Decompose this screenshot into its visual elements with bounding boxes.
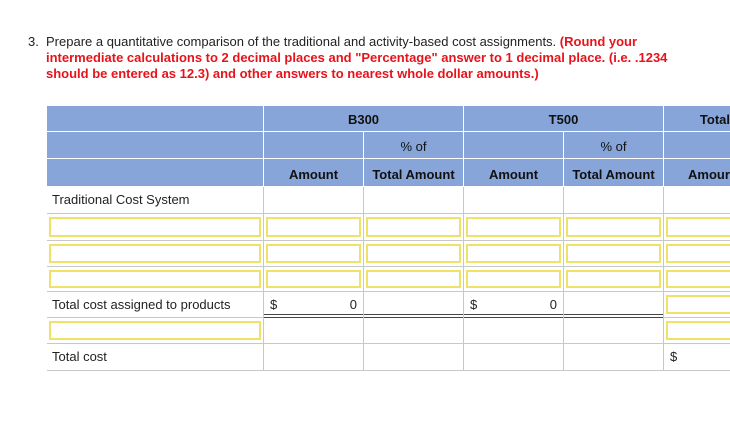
input-row-2-total-amount-field[interactable] — [666, 244, 730, 263]
input-row-3-label[interactable] — [47, 267, 264, 292]
total-cost-b300-pct — [364, 344, 464, 371]
total-assigned-b300-value: 0 — [349, 297, 357, 312]
double-underline-top — [264, 314, 363, 315]
input-row-1-t500-amount-field[interactable] — [466, 217, 561, 237]
double-underline-top — [464, 314, 563, 315]
row4-t500-pct — [564, 318, 664, 344]
total-assigned-b300-dollar: $ — [270, 297, 278, 312]
input-row-3-b300-amount-field[interactable] — [266, 270, 361, 288]
traditional-total-amount — [664, 187, 730, 214]
input-row-1-label[interactable] — [47, 214, 264, 241]
total-cost-dollar: $ — [670, 349, 678, 364]
header-t500-pct — [564, 159, 664, 187]
header-b300-pct — [364, 159, 464, 187]
header-t500-pct-line1: % of — [600, 139, 627, 154]
header-t500-label: T500 — [548, 112, 579, 127]
total-assigned-t500-value: 0 — [549, 297, 557, 312]
header-b300-pct-label: Total Amount — [372, 167, 455, 182]
input-row-4-total-amount[interactable] — [664, 318, 730, 344]
header-t500-amount — [464, 159, 564, 187]
header-b300-label: B300 — [347, 112, 380, 127]
question-number: 3. — [28, 34, 39, 49]
traditional-t500-pct — [564, 187, 664, 214]
input-row-2-total-amount[interactable] — [664, 241, 730, 267]
total-assigned-b300-amount — [264, 292, 364, 318]
total-assigned-t500-pct — [564, 292, 664, 318]
header-total-amount-label: Amour — [688, 167, 730, 182]
total-cost-t500-amount — [464, 344, 564, 371]
input-row-2-b300-amount[interactable] — [264, 241, 364, 267]
question — [28, 34, 688, 82]
row-total-cost-label — [47, 344, 264, 371]
input-row-3-t500-amount[interactable] — [464, 267, 564, 292]
total-assigned-b300-pct — [364, 292, 464, 318]
row4-b300-amount — [264, 318, 364, 344]
header-b300-amount-label: Amount — [288, 167, 339, 182]
input-row-1-total-amount[interactable] — [664, 214, 730, 241]
input-row-3-b300-pct-field[interactable] — [366, 270, 461, 288]
double-underline-top — [364, 314, 463, 315]
traditional-b300-pct — [364, 187, 464, 214]
row-traditional-label — [47, 187, 264, 214]
total-cost-b300-amount — [264, 344, 364, 371]
header-b300 — [264, 106, 464, 132]
input-row-2-t500-amount-field[interactable] — [466, 244, 561, 263]
input-row-3-b300-pct[interactable] — [364, 267, 464, 292]
input-row-3-label-field[interactable] — [49, 270, 261, 288]
input-row-2-b300-pct[interactable] — [364, 241, 464, 267]
header-total — [664, 106, 730, 132]
total-assigned-t500-dollar: $ — [470, 297, 478, 312]
input-row-1-t500-pct[interactable] — [564, 214, 664, 241]
input-row-4-label-field[interactable] — [49, 321, 261, 340]
header-blank-3 — [47, 159, 264, 187]
input-row-3-total-amount[interactable] — [664, 267, 730, 292]
input-row-2-t500-pct[interactable] — [564, 241, 664, 267]
input-row-3-t500-amount-field[interactable] — [466, 270, 561, 288]
input-row-3-t500-pct[interactable] — [564, 267, 664, 292]
question-instruction: (Round your intermediate calculations to 2 decimal places and "Percentage" answer to 1 decimal place. (i.e. .1234 should be entered as 12.3) and other answers to nearest whole dollar amounts.) — [46, 34, 668, 81]
header-b300-amount — [264, 159, 364, 187]
traditional-label-text: Traditional Cost System — [52, 192, 190, 207]
input-row-1-t500-pct-field[interactable] — [566, 217, 661, 237]
input-row-4-total-amount-field[interactable] — [666, 321, 730, 340]
header-blank — [47, 106, 264, 132]
double-underline-top — [564, 314, 663, 315]
input-row-1-total-amount-field[interactable] — [666, 217, 730, 237]
row4-b300-pct — [364, 318, 464, 344]
header-total-label: Total — [699, 112, 730, 127]
total-assigned-total-field[interactable] — [666, 295, 730, 314]
header-b300-pct-top — [364, 132, 464, 159]
input-row-3-t500-pct-field[interactable] — [566, 270, 661, 288]
traditional-t500-amount — [464, 187, 564, 214]
total-cost-t500-pct — [564, 344, 664, 371]
input-row-2-label[interactable] — [47, 241, 264, 267]
header-t500-pct-label: Total Amount — [572, 167, 655, 182]
total-assigned-total-amount[interactable] — [664, 292, 730, 318]
total-cost-label-text: Total cost — [52, 349, 107, 364]
comparison-table — [47, 106, 730, 372]
header-t500 — [464, 106, 664, 132]
header-total-top-2 — [664, 132, 730, 159]
input-row-1-t500-amount[interactable] — [464, 214, 564, 241]
input-row-1-b300-amount[interactable] — [264, 214, 364, 241]
header-t500-pct-top — [564, 132, 664, 159]
input-row-3-total-amount-field[interactable] — [666, 270, 730, 288]
header-b300-amount-top — [264, 132, 364, 159]
header-t500-amount-top — [464, 132, 564, 159]
input-row-2-t500-amount[interactable] — [464, 241, 564, 267]
input-row-2-label-field[interactable] — [49, 244, 261, 263]
input-row-1-b300-amount-field[interactable] — [266, 217, 361, 237]
header-blank-2 — [47, 132, 264, 159]
input-row-1-label-field[interactable] — [49, 217, 261, 237]
header-b300-pct-line1: % of — [400, 139, 427, 154]
input-row-2-b300-pct-field[interactable] — [366, 244, 461, 263]
total-assigned-t500-amount — [464, 292, 564, 318]
total-assigned-label-text: Total cost assigned to products — [52, 297, 231, 312]
input-row-4-label[interactable] — [47, 318, 264, 344]
header-t500-amount-label: Amount — [488, 167, 539, 182]
row4-t500-amount — [464, 318, 564, 344]
question-prompt: Prepare a quantitative comparison of the traditional and activity-based cost assignments. — [46, 34, 557, 49]
row-total-assigned-label — [47, 292, 264, 318]
traditional-b300-amount — [264, 187, 364, 214]
input-row-2-t500-pct-field[interactable] — [566, 244, 661, 263]
question-text — [46, 34, 688, 82]
input-row-3-b300-amount[interactable] — [264, 267, 364, 292]
input-row-1-b300-pct[interactable] — [364, 214, 464, 241]
total-cost-total-amount — [664, 344, 730, 371]
input-row-1-b300-pct-field[interactable] — [366, 217, 461, 237]
header-total-amount — [664, 159, 730, 187]
input-row-2-b300-amount-field[interactable] — [266, 244, 361, 263]
